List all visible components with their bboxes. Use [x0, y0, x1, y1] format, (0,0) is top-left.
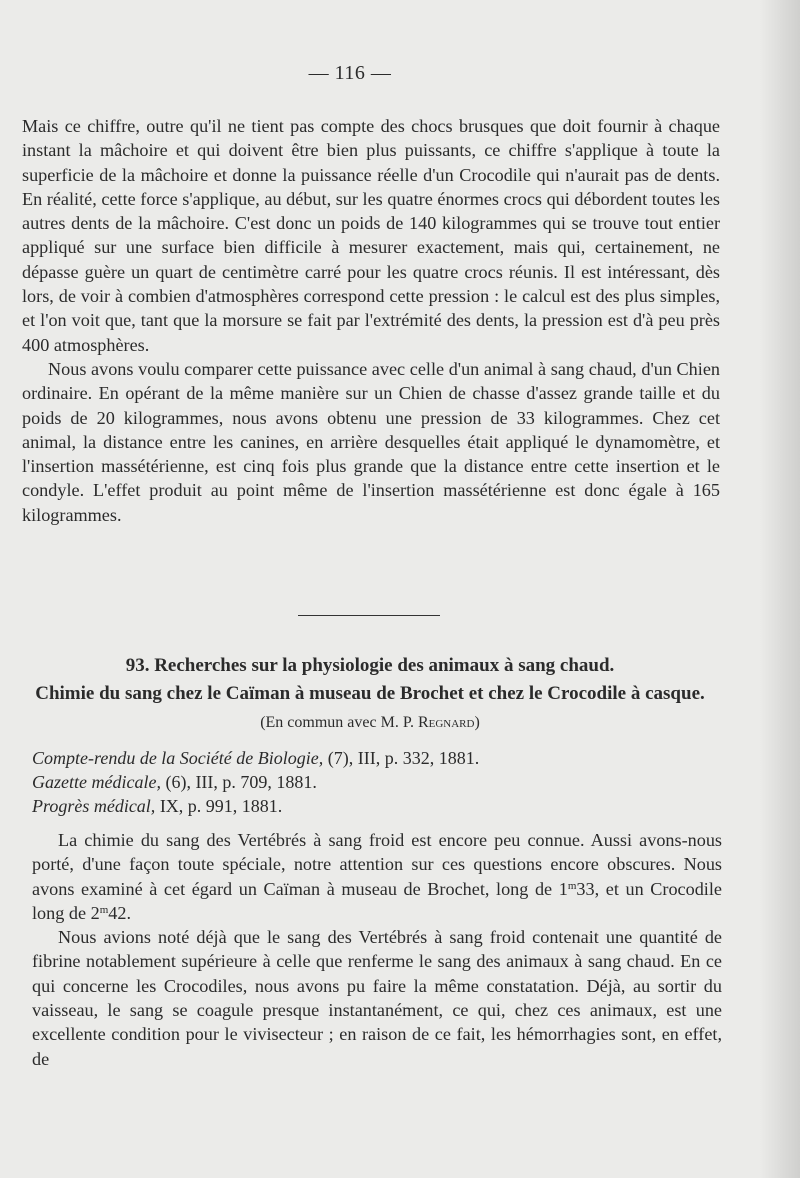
reference-journal: Progrès médical,: [32, 795, 156, 816]
collab-suffix: ): [474, 714, 480, 731]
reference-journal: Gazette médicale,: [32, 771, 161, 792]
section-text-continued: [22, 114, 720, 527]
paragraph: Mais ce chiffre, outre qu'il ne tient pas compte des chocs brusques que doit fournir à chaque instant la mâchoire et qui doivent être bien plus puissants, ce chiffre s'applique à toute la superficie de la mâchoire et donne la puissance réelle d'un Crocodile qui n'aurait pas de dents. En réalité, cette force s'applique, au début, sur les quatre énormes crocs qui débordent toutes les autres dents de la mâchoire. C'est donc un poids de 140 kilogrammes qui se trouve tout entier appliqué sur une surface bien difficile à mesurer exactement, mais qui, certainement, ne dépasse guère un quart de centimètre carré pour les quatre crocs réunis. Il est intéressant, dès lors, de voir à combien d'atmosphères correspond cette pression : le calcul est des plus simples, et l'on voit que, tant que la morsure se fait par l'extrémité des dents, la pression est d'à peu près 400 atmosphères.: [22, 116, 720, 355]
section-body: [32, 828, 722, 1071]
paragraph: Nous avons voulu comparer cette puissance avec celle d'un animal à sang chaud, d'un Chien ordinaire. En opérant de la même manière sur un Chien de chasse d'assez grande taille et du poids de 20 kilogrammes, nous avons obtenu une pression de 33 kilogrammes. Chez cet animal, la distance entre les canines, en arrière desquelles était appliqué le dynamomètre, et l'insertion massétérienne, est cinq fois plus grande que la distance entre cette insertion et le condyle. L'effet produit au point même de l'insertion massétérienne est donc égale à 165 kilogrammes.: [22, 358, 720, 525]
page-number: — 116 —: [308, 62, 392, 84]
reference-details: IX, p. 991, 1881.: [159, 795, 283, 816]
reference: [32, 771, 479, 795]
section-divider: [298, 615, 440, 616]
section-subtitle: Chimie du sang chez le Caïman à museau de Brochet et chez le Crocodile à casque.: [35, 683, 705, 704]
text-run: La chimie du sang des Vertébrés à sang froid est encore peu connue. Aussi avons-nous porté, d'une façon toute spéciale, notre attention sur ces questions encore obscures. Nous avons examiné à cet égard un Caïman à museau de Brochet, long de 1: [32, 830, 722, 899]
unit-superscript: m: [567, 879, 577, 892]
collab-prefix: (En commun avec M. P.: [260, 714, 414, 731]
collaboration-note: [0, 714, 740, 732]
text-run: 42.: [108, 902, 131, 923]
reference: [32, 747, 479, 771]
text-run: 33, et un Crocodile long de 2: [32, 878, 722, 923]
section-title: 93. Recherches sur la physiologie des animaux à sang chaud.: [125, 655, 615, 676]
reference: [32, 795, 479, 819]
paragraph: [32, 828, 722, 925]
paragraph: Nous avions noté déjà que le sang des Vertébrés à sang froid contenait une quantité de fibrine notablement supérieure à celle que renferme le sang des animaux à sang chaud. En ce qui concerne les Crocodiles, nous avons pu faire la même constatation. Déjà, au sortir du vaisseau, le sang se coagule presque instantanément, ce qui, chez ces animaux, est une excellente condition pour le vivisecteur ; en raison de ce fait, les hémorrhagies sont, en effet, de: [32, 927, 722, 1069]
references: [32, 747, 479, 818]
unit-superscript: m: [99, 903, 109, 916]
reference-details: (7), III, p. 332, 1881.: [327, 748, 480, 768]
collab-name: Regnard: [417, 714, 475, 731]
reference-details: (6), III, p. 709, 1881.: [165, 771, 317, 792]
reference-journal: Compte-rendu de la Société de Biologie,: [32, 748, 324, 768]
